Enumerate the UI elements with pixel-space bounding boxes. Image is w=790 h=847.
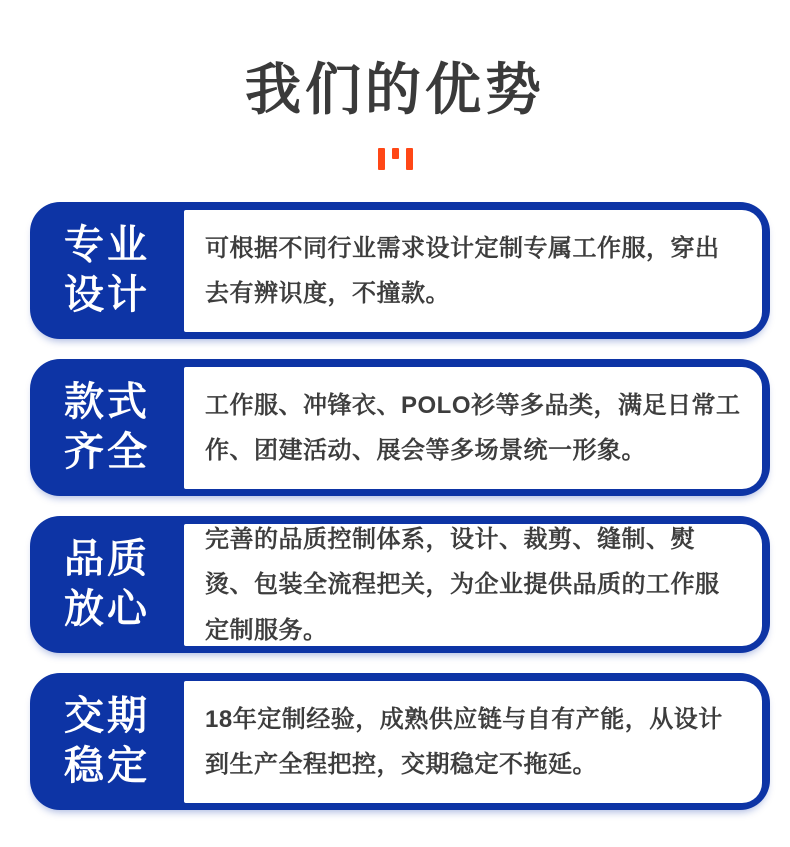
card-label bbox=[30, 202, 184, 339]
page-title: 我们的优势 bbox=[245, 58, 545, 121]
card-label-line2: 设计 bbox=[64, 272, 150, 317]
card-panel bbox=[184, 367, 762, 489]
advantages-header bbox=[0, 0, 790, 171]
card-panel bbox=[184, 210, 762, 332]
card-label bbox=[30, 516, 184, 653]
title-accent-icon bbox=[0, 148, 790, 171]
card-description: 18年定制经验，成熟供应链与自有产能，从设计到生产全程把控，交期稳定不拖延。 bbox=[205, 705, 723, 779]
card-label-line2: 放心 bbox=[64, 586, 150, 631]
card-description: 可根据不同行业需求设计定制专属工作服，穿出去有辨识度，不撞款。 bbox=[205, 234, 720, 308]
card-label bbox=[30, 359, 184, 496]
card-label-line1: 专业 bbox=[64, 223, 150, 268]
card-label bbox=[30, 673, 184, 810]
card-label-line1: 款式 bbox=[64, 380, 150, 425]
card-description: 完善的品质控制体系，设计、裁剪、缝制、熨烫、包装全流程把关，为企业提供品质的工作服定制服务。 bbox=[205, 525, 720, 644]
card-label-line1: 交期 bbox=[64, 694, 150, 739]
advantage-card-stable-delivery bbox=[30, 673, 770, 810]
advantage-card-full-range-styles bbox=[30, 359, 770, 496]
card-panel bbox=[184, 681, 762, 803]
accent-bar-middle bbox=[392, 148, 399, 159]
card-panel bbox=[184, 524, 762, 646]
accent-bar-left bbox=[378, 148, 385, 170]
advantage-cards bbox=[30, 202, 770, 810]
card-label-line2: 齐全 bbox=[64, 429, 150, 474]
card-label-line1: 品质 bbox=[64, 537, 150, 582]
card-description: 工作服、冲锋衣、POLO衫等多品类，满足日常工作、团建活动、展会等多场景统一形象。 bbox=[205, 391, 741, 465]
accent-bar-right bbox=[406, 148, 413, 170]
card-label-line2: 稳定 bbox=[64, 743, 150, 788]
advantage-card-quality-assurance bbox=[30, 516, 770, 653]
advantage-card-professional-design bbox=[30, 202, 770, 339]
